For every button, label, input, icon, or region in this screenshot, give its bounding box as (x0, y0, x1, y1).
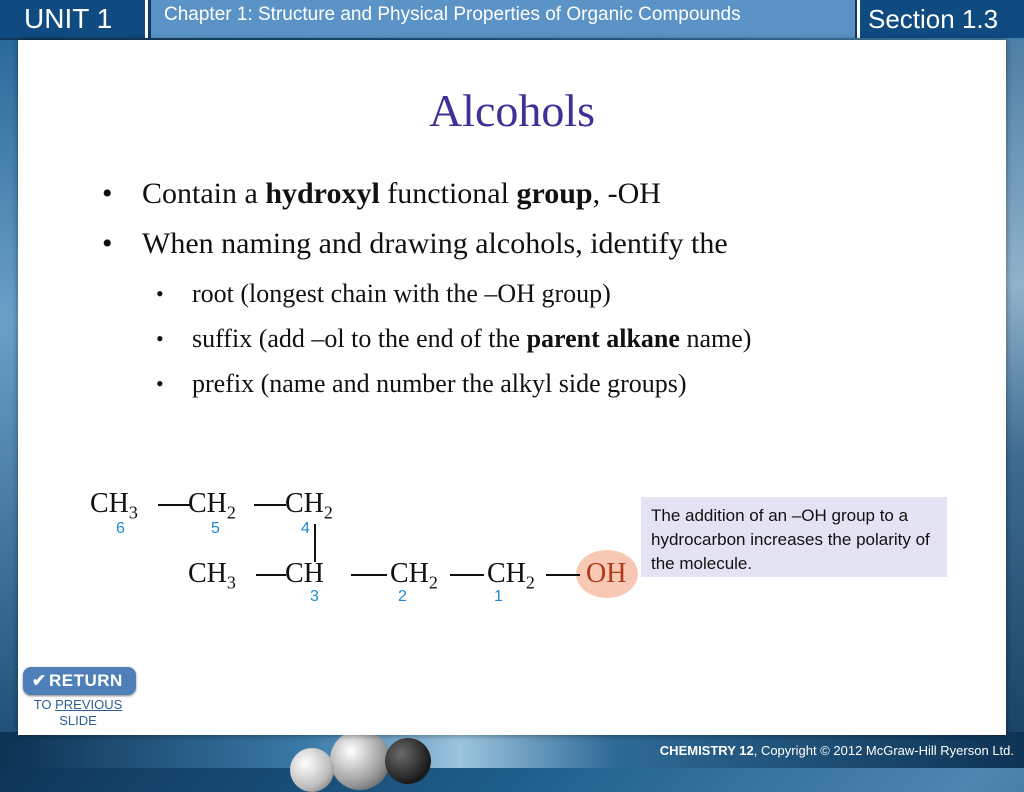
bond-line (546, 574, 580, 576)
check-arrow-icon: ✔ (31, 671, 47, 690)
bullet-text: When naming and drawing alcohols, identify the (142, 227, 728, 260)
carbon-number-label: 5 (211, 520, 220, 537)
carbon-number-label: 2 (398, 588, 407, 605)
carbon-group: $CH_2$ (487, 558, 535, 593)
carbon-group: $CH_2$ (390, 558, 438, 593)
background-right-strip (1006, 40, 1024, 740)
structural-formula-diagram (78, 480, 638, 650)
bullet-text: functional (379, 177, 517, 210)
bond-line (450, 574, 484, 576)
copyright-text: , Copyright © 2012 McGraw-Hill Ryerson Ltd. (753, 743, 1014, 758)
bond-line (314, 524, 316, 562)
bullet-text: suffix (add –ol to the end of the (192, 324, 527, 353)
slide-title: Alcohols (428, 85, 596, 136)
sub-bullet-item (102, 319, 982, 364)
carbon-group: $CH_2$ (285, 488, 333, 523)
bullet-text-bold: group (516, 177, 593, 210)
bullet-text: name) (679, 324, 752, 353)
bullet-text-bold: parent alkane (526, 324, 680, 353)
molecule-model-image (385, 738, 431, 784)
slide-panel (18, 40, 1006, 735)
carbon-number-label: 6 (116, 520, 125, 537)
slide-header (0, 0, 1024, 38)
return-label: RETURN (49, 671, 123, 690)
bond-line (158, 504, 190, 506)
brand-name: CHEMISTRY 12 (659, 743, 754, 758)
info-note-box: The addition of an –OH group to a hydrocarbon increases the polarity of the molecule. (641, 497, 947, 577)
carbon-group: $CH_3$ (90, 488, 138, 523)
carbon-number-label: 1 (494, 588, 503, 605)
bullet-text: root (longest chain with the –OH group) (192, 279, 611, 308)
molecule-model-image (330, 730, 390, 790)
bond-line (256, 574, 286, 576)
copyright-footer (660, 743, 1014, 758)
carbon-number-label: 4 (301, 520, 310, 537)
carbon-number-label: 3 (310, 588, 319, 605)
hydroxyl-group: OH (586, 558, 627, 589)
caption-prefix: TO (33, 697, 56, 712)
bond-line (351, 574, 387, 576)
carbon-group: $CH_3$ (188, 558, 236, 593)
bullet-text: prefix (name and number the alkyl side groups) (192, 369, 687, 398)
unit-label: UNIT 1 (0, 0, 148, 38)
bond-line (254, 504, 286, 506)
return-button[interactable] (23, 667, 136, 695)
carbon-group: $CH_2$ (188, 488, 236, 523)
carbon-group: CH (285, 558, 324, 589)
bullet-text-bold: hydroxyl (265, 177, 380, 210)
molecule-model-image (290, 748, 334, 792)
section-label: Section 1.3 (857, 0, 1024, 38)
bullet-text: Contain a (142, 177, 266, 210)
bullet-text: , -OH (592, 177, 661, 210)
sub-bullet-item (102, 364, 982, 409)
return-caption (20, 697, 136, 729)
bullet-item (102, 174, 982, 224)
caption-suffix: SLIDE (59, 713, 97, 728)
sub-bullet-item (102, 274, 982, 319)
background-left-strip (0, 40, 18, 740)
chapter-title: Chapter 1: Structure and Physical Properties of Organic Compounds (151, 0, 855, 38)
bullet-list (102, 174, 982, 409)
bullet-item (102, 224, 982, 274)
previous-link[interactable]: PREVIOUS (55, 697, 123, 712)
